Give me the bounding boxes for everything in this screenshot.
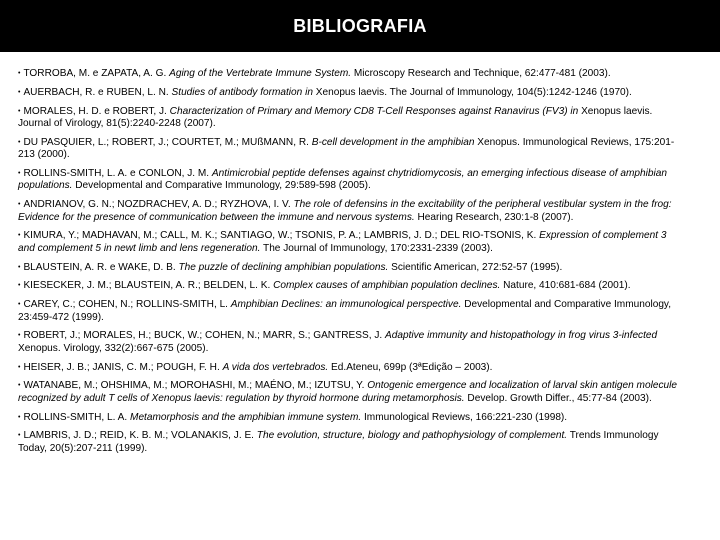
- reference-source: Develop. Growth Differ., 45:77-84 (2003).: [464, 392, 652, 404]
- bullet-icon: •: [18, 432, 21, 440]
- reference-title: Complex causes of amphibian population declines.: [273, 280, 501, 292]
- reference-item: [18, 262, 686, 274]
- bullet-icon: •: [18, 70, 21, 77]
- bullet-icon: •: [18, 282, 21, 290]
- reference-item: [18, 199, 686, 224]
- reference-authors: LAMBRIS, J. D.; REID, K. B. M.; VOLANAKIS, J. E.: [23, 430, 257, 442]
- reference-item: [18, 330, 686, 355]
- bullet-icon: •: [18, 138, 21, 146]
- bullet-icon: •: [18, 332, 21, 340]
- reference-item: [18, 299, 686, 324]
- reference-item: [18, 230, 686, 255]
- reference-authors: MORALES, H. D. e ROBERT, J.: [23, 105, 170, 117]
- reference-title: Characterization of Primary and Memory CD8 T-Cell Responses against Ranavirus (FV3) in: [169, 105, 579, 117]
- reference-item: [18, 380, 686, 405]
- reference-authors: DU PASQUIER, L.; ROBERT, J.; COURTET, M.; MUßMANN, R.: [23, 136, 312, 148]
- reference-item: [18, 137, 686, 162]
- reference-source: The Journal of Immunology, 170:2331-2339 (2003).: [260, 242, 493, 254]
- reference-authors: TORROBA, M. e ZAPATA, A. G.: [23, 68, 170, 79]
- reference-source: Xenopus laevis. The Journal of Immunology, 104(5):1242-1246 (1970).: [312, 86, 632, 98]
- reference-authors: ROLLINS-SMITH, L. A.: [23, 411, 131, 423]
- reference-source: Immunological Reviews, 166:221-230 (1998).: [361, 411, 568, 423]
- reference-item: [18, 412, 686, 424]
- reference-authors: AUERBACH, R. e RUBEN, L. N.: [23, 86, 172, 98]
- bullet-icon: •: [18, 201, 21, 209]
- reference-title: The evolution, structure, biology and pathophysiology of complement.: [256, 430, 568, 442]
- reference-source: Ed.Ateneu, 699p (3ªEdição – 2003).: [328, 361, 493, 373]
- reference-list: [18, 68, 686, 462]
- reference-item: [18, 68, 686, 80]
- reference-source: Microscopy Research and Technique, 62:477-481 (2003).: [351, 68, 611, 79]
- reference-title: The role of defensins in the excitability of the peripheral vestibular system in the frog: Evidence for the presence of communication between the immune and nervous systems.: [18, 199, 672, 223]
- reference-authors: WATANABE, M.; OHSHIMA, M.; MOROHASHI, M.; MAÉNO, M.; IZUTSU, Y.: [23, 380, 368, 392]
- reference-item: [18, 168, 686, 193]
- bullet-icon: •: [18, 88, 21, 96]
- reference-source: Xenopus laevis. Journal of Virology, 81(5):2240-2248 (2007).: [18, 105, 653, 129]
- bullet-icon: •: [18, 382, 21, 390]
- reference-source: Xenopus. Immunological Reviews, 175:201-213 (2000).: [18, 136, 675, 161]
- reference-item: [18, 362, 686, 374]
- bullet-icon: •: [18, 301, 21, 309]
- reference-title: Studies of antibody formation in: [171, 86, 313, 98]
- reference-source: Developmental and Comparative Immunology, 29:589-598 (2005).: [72, 180, 371, 192]
- reference-authors: BLAUSTEIN, A. R. e WAKE, D. B.: [23, 261, 179, 273]
- reference-title: A vida dos vertebrados.: [222, 361, 329, 373]
- reference-authors: ROBERT, J.; MORALES, H.; BUCK, W.; COHEN, N.; MARR, S.; GANTRESS, J.: [23, 330, 386, 342]
- reference-title: Ontogenic emergence and localization of larval skin antigen molecule recognized by adult T cells of Xenopus laevis: regulation by thyroid hormone during metamorphosis.: [18, 380, 677, 404]
- reference-title: Expression of complement 3 and complement 5 in newt limb and lens regeneration.: [18, 230, 667, 254]
- reference-source: Developmental and Comparative Immunology, 23:459-472 (1999).: [18, 299, 672, 323]
- reference-title: The puzzle of declining amphibian populations.: [178, 261, 389, 273]
- reference-source: Hearing Research, 230:1-8 (2007).: [414, 211, 574, 223]
- reference-item: [18, 87, 686, 99]
- bullet-icon: •: [18, 413, 21, 421]
- reference-item: [18, 106, 686, 131]
- reference-item: [18, 430, 686, 455]
- reference-title: B-cell development in the amphibian: [311, 136, 475, 148]
- reference-source: Nature, 410:681-684 (2001).: [500, 280, 631, 292]
- reference-authors: ANDRIANOV, G. N.; NOZDRACHEV, A. D.; RYZHOVA, I. V.: [23, 199, 294, 211]
- page-title: BIBLIOGRAFIA: [293, 15, 427, 36]
- reference-title: Adaptive immunity and histopathology in frog virus 3-infected: [385, 330, 658, 342]
- reference-title: Antimicrobial peptide defenses against chytridiomycosis, an emerging infectious disease of amphibian populations.: [18, 168, 667, 192]
- reference-authors: CAREY, C.; COHEN, N.; ROLLINS-SMITH, L.: [23, 299, 231, 311]
- reference-authors: HEISER, J. B.; JANIS, C. M.; POUGH, F. H.: [23, 361, 223, 373]
- reference-source: Scientific American, 272:52-57 (1995).: [388, 261, 563, 273]
- reference-source: Trends Immunology Today, 20(5):207-211 (1999).: [18, 430, 659, 454]
- bullet-icon: •: [18, 170, 21, 177]
- reference-authors: KIMURA, Y.; MADHAVAN, M.; CALL, M. K.; SANTIAGO, W.; TSONIS, P. A.; LAMBRIS, J. D.; DEL RIO-TSONIS, K.: [23, 230, 540, 242]
- reference-source: Xenopus. Virology, 332(2):667-675 (2005).: [18, 342, 209, 354]
- reference-title: Aging of the Vertebrate Immune System.: [169, 68, 352, 79]
- reference-authors: ROLLINS-SMITH, L. A. e CONLON, J. M.: [23, 168, 212, 179]
- reference-title: Metamorphosis and the amphibian immune system.: [130, 411, 362, 423]
- bullet-icon: •: [18, 263, 21, 271]
- bullet-icon: •: [18, 363, 21, 371]
- bullet-icon: •: [18, 232, 21, 240]
- reference-item: [18, 280, 686, 292]
- reference-authors: KIESECKER, J. M.; BLAUSTEIN, A. R.; BELDEN, L. K.: [23, 280, 274, 292]
- bullet-icon: •: [18, 107, 21, 115]
- reference-title: Amphibian Declines: an immunological perspective.: [230, 299, 462, 311]
- title-bar: [0, 0, 720, 52]
